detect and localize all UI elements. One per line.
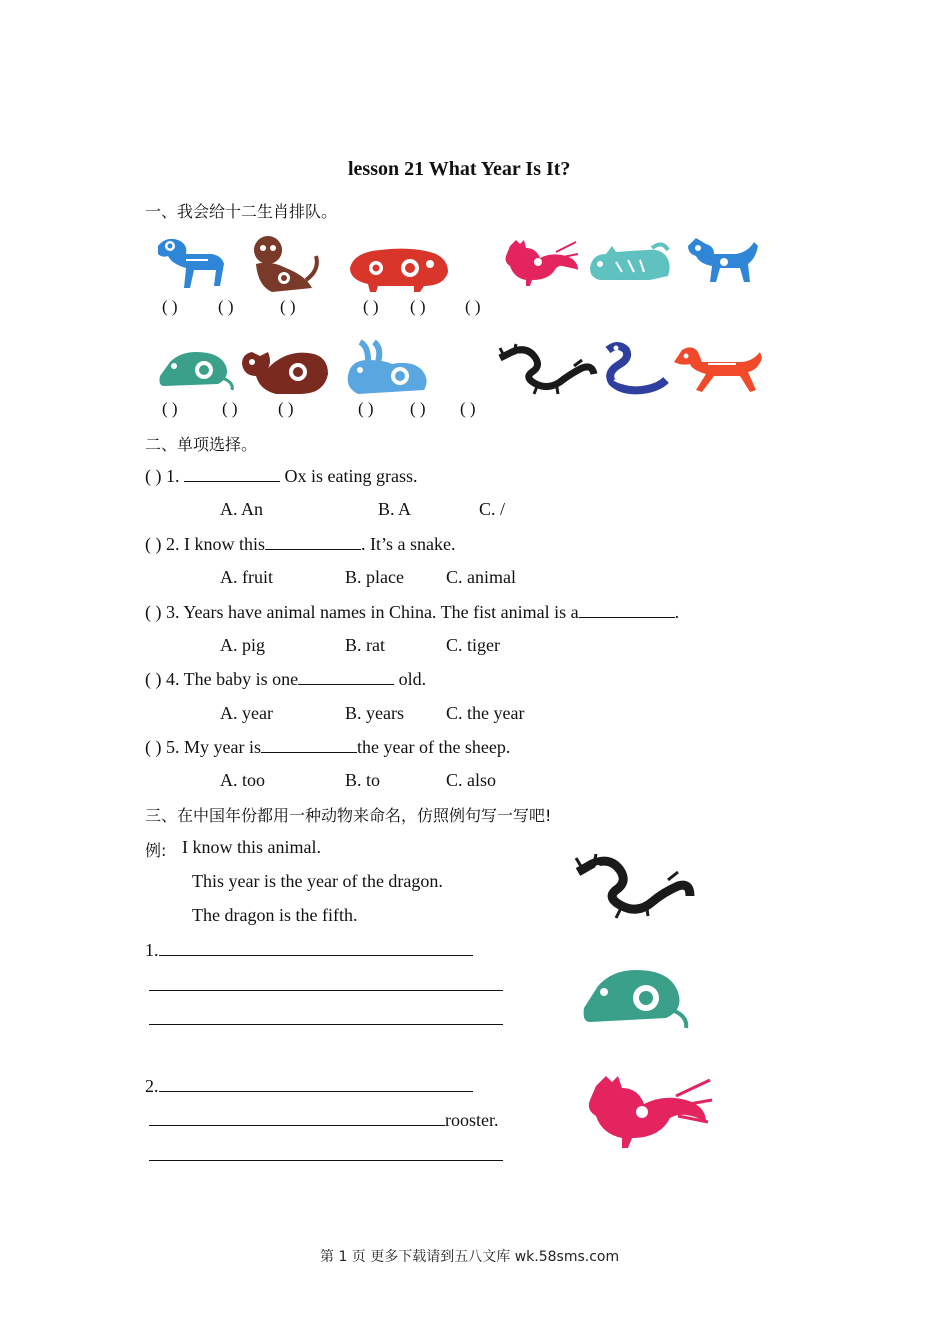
ox-icon: [238, 342, 330, 396]
option-c: C. also: [446, 770, 497, 790]
rooster-icon: [506, 236, 580, 282]
option-b: B. place: [345, 567, 404, 587]
answer-paren[interactable]: ( ): [465, 297, 481, 316]
tiger-icon: [586, 238, 672, 282]
item-2: 2.: [145, 1075, 473, 1097]
option-b: B. rat: [345, 635, 385, 655]
answer-blank[interactable]: [265, 533, 361, 550]
question-5: ( ) 5. My year is the year of the sheep.: [145, 737, 511, 757]
rabbit-icon: [344, 338, 430, 396]
answer-blank[interactable]: [579, 601, 675, 618]
answer-paren[interactable]: ( ): [278, 399, 294, 418]
option-a: A. too: [220, 770, 265, 790]
answer-paren[interactable]: ( ): [280, 297, 296, 316]
answer-paren[interactable]: ( ): [410, 297, 426, 316]
section1-heading: 一、我会给十二生肖排队。: [145, 202, 338, 221]
writing-line[interactable]: [149, 1160, 503, 1161]
example-line-3: The dragon is the fifth.: [192, 905, 358, 925]
answer-paren[interactable]: ( ): [363, 297, 379, 316]
item-2-line-2: rooster.: [149, 1109, 499, 1131]
question-3: ( ) 3. Years have animal names in China. The fist animal is a .: [145, 602, 680, 622]
option-c: C. tiger: [446, 635, 500, 655]
writing-line[interactable]: [149, 990, 503, 991]
example-label: 例:: [145, 841, 167, 860]
example-line-1: I know this animal.: [182, 837, 321, 857]
sheep-icon: [152, 232, 232, 292]
dog-icon: [684, 236, 764, 284]
pig-icon: [346, 246, 452, 292]
horse-icon: [670, 344, 764, 392]
writing-line[interactable]: [149, 1109, 445, 1126]
answer-paren[interactable]: ( ): [162, 297, 178, 316]
dragon-icon: [574, 852, 692, 924]
item-1: 1.: [145, 939, 473, 961]
option-a: A. pig: [220, 635, 265, 655]
section3-heading: 三、在中国年份都用一种动物来命名，仿照例句写一写吧!: [145, 806, 552, 825]
rat-icon: [156, 348, 236, 392]
snake-icon: [600, 340, 670, 392]
question-4: ( ) 4. The baby is one old.: [145, 669, 427, 689]
answer-paren[interactable]: ( ): [222, 399, 238, 418]
writing-line[interactable]: [149, 1024, 503, 1025]
option-b: B. years: [345, 703, 404, 723]
answer-paren[interactable]: ( ): [162, 399, 178, 418]
rooster-icon: [590, 1070, 720, 1148]
answer-blank[interactable]: [261, 736, 357, 753]
page-title: lesson 21 What Year Is It?: [348, 158, 571, 180]
option-a: A. fruit: [220, 567, 273, 587]
option-b: B. to: [345, 770, 381, 790]
question-1: ( ) 1. Ox is eating grass.: [145, 466, 418, 486]
writing-line[interactable]: [159, 1075, 473, 1092]
option-c: C. animal: [446, 567, 516, 587]
page-footer: 第 1 页 更多下载请到五八文库 wk.58sms.com: [320, 1249, 620, 1265]
dragon-icon: [498, 344, 596, 398]
option-c: C. /: [479, 499, 506, 519]
writing-line[interactable]: [159, 939, 473, 956]
answer-blank[interactable]: [298, 668, 394, 685]
answer-paren[interactable]: ( ): [358, 399, 374, 418]
option-a: A. An: [220, 499, 264, 519]
monkey-icon: [246, 234, 324, 294]
option-a: A. year: [220, 703, 273, 723]
answer-blank[interactable]: [184, 465, 280, 482]
rat-icon: [580, 964, 692, 1032]
answer-paren[interactable]: ( ): [410, 399, 426, 418]
option-c: C. the year: [446, 703, 525, 723]
answer-paren[interactable]: ( ): [218, 297, 234, 316]
section2-heading: 二、单项选择。: [145, 435, 258, 454]
answer-paren[interactable]: ( ): [460, 399, 476, 418]
question-2: ( ) 2. I know this . It’s a snake.: [145, 534, 456, 554]
option-b: B. A: [378, 499, 412, 519]
example-line-2: This year is the year of the dragon.: [192, 871, 443, 891]
